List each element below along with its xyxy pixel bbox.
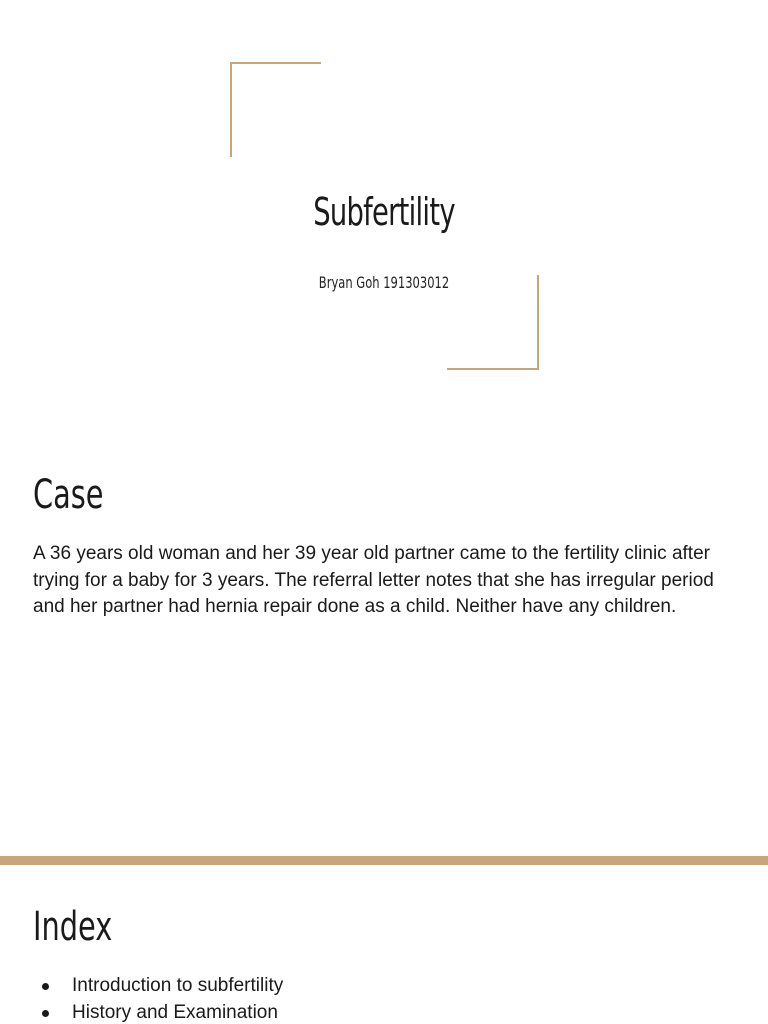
bullet-icon	[42, 1010, 49, 1017]
index-item-label: Introduction to subfertility	[72, 975, 284, 996]
index-list	[33, 973, 283, 1024]
index-heading: Index	[33, 904, 113, 950]
case-heading: Case	[33, 472, 104, 518]
presentation-title: Subfertility	[313, 190, 455, 234]
index-slide	[0, 866, 768, 1024]
index-item-label: History and Examination	[72, 1001, 278, 1023]
presentation-author: Bryan Goh 191303012	[318, 273, 450, 292]
index-item	[33, 973, 283, 1000]
bullet-icon	[42, 983, 49, 990]
title-slide	[0, 0, 768, 432]
case-slide	[0, 432, 768, 856]
corner-bracket-bottom-right	[447, 275, 539, 370]
case-description: A 36 years old woman and her 39 year old partner came to the fertility clinic after trying for a baby for 3 years. The referral letter notes that she has irregular period and her partner had hernia repair done as a child. Neither have any children.	[33, 543, 714, 617]
corner-bracket-top-left	[230, 62, 321, 157]
index-item	[33, 1000, 283, 1024]
slide-divider	[0, 856, 768, 865]
